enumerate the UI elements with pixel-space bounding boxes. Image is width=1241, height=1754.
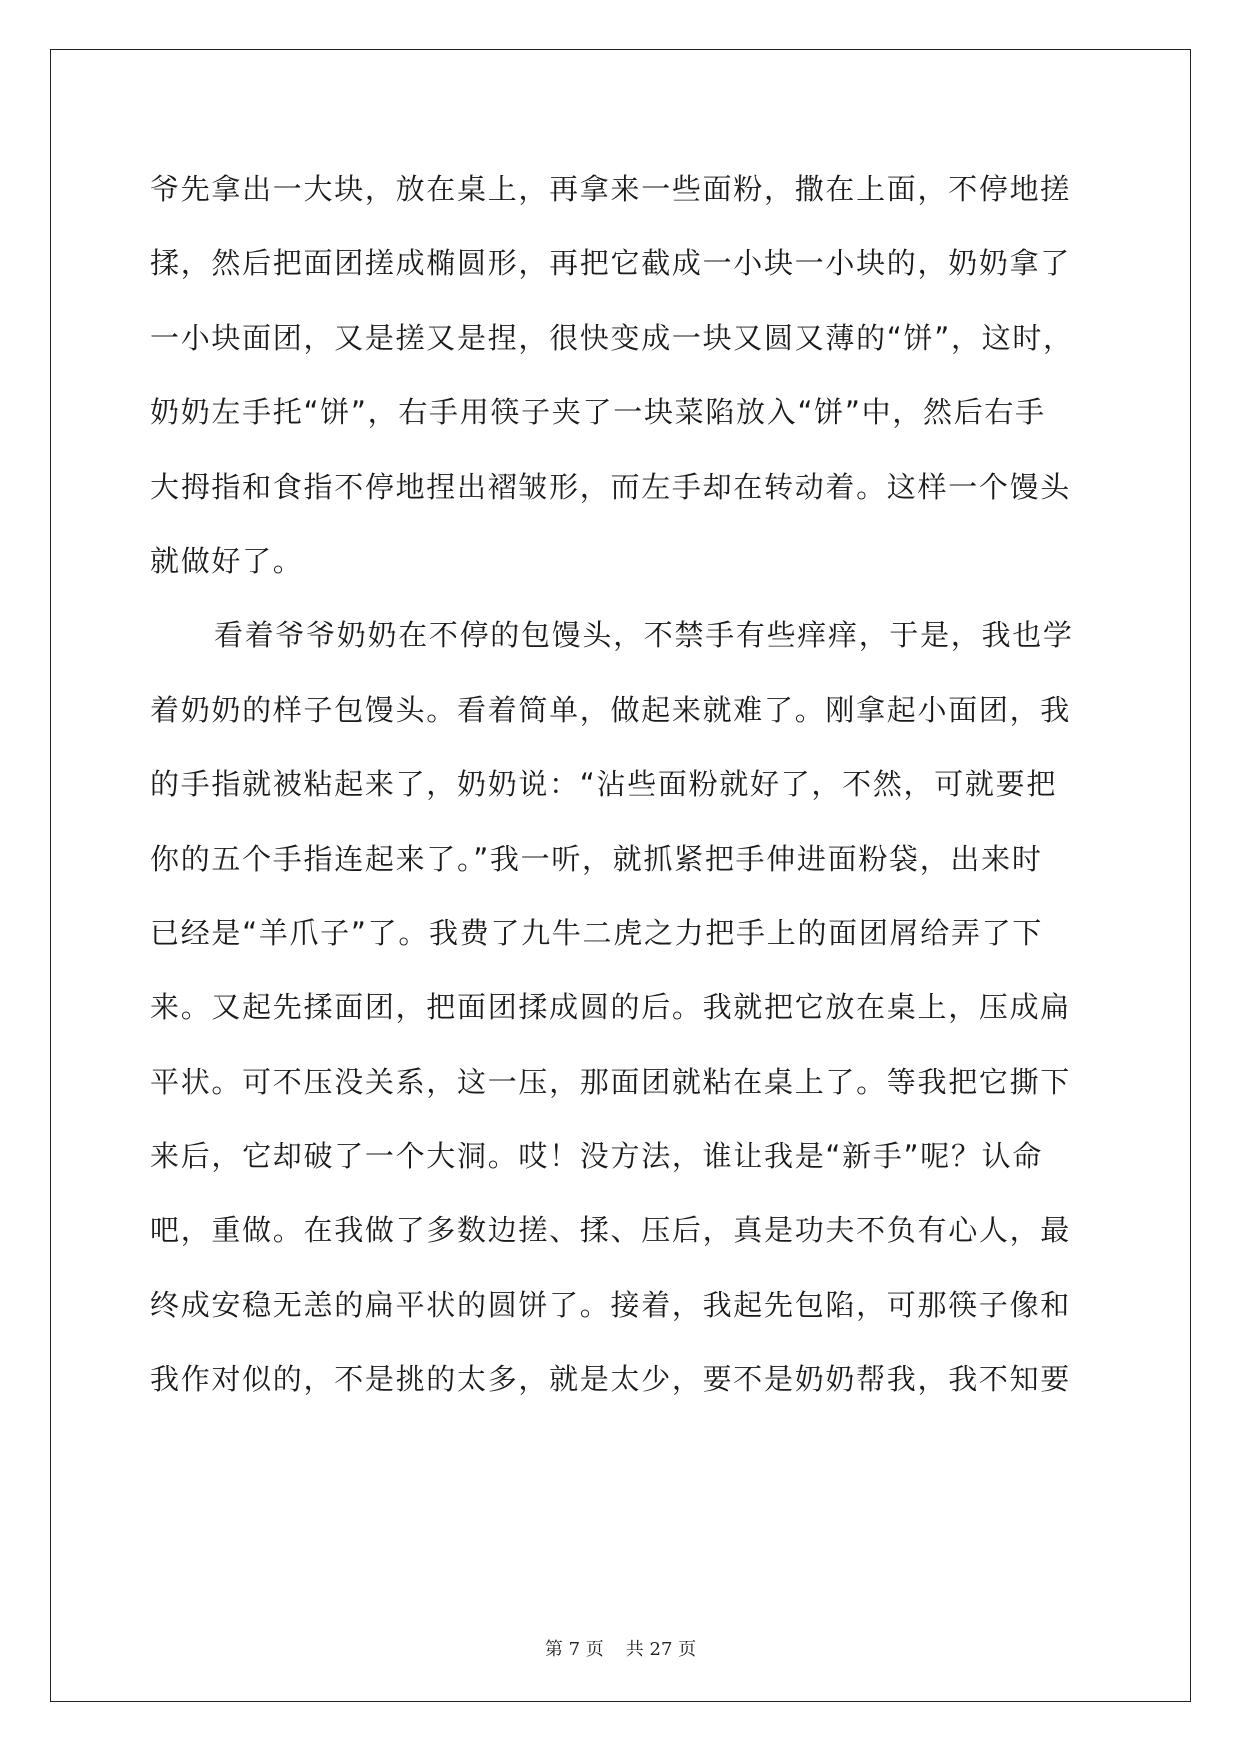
text-line: 就做好了。: [150, 543, 304, 578]
text-line: 已经是“羊爪子”了。我费了九牛二虎之力把手上的面团屑给弄了下: [150, 915, 1044, 950]
text-line: 爷先拿出一大块，放在桌上，再拿来一些面粉，撒在上面，不停地搓: [150, 172, 1072, 206]
text-line: 的手指就被粘起来了，奶奶说：“沾些面粉就好了，不然，可就要把: [150, 767, 1058, 802]
text-line: 奶奶左手托“饼”，右手用筷子夹了一块菜陷放入“饼”中，然后右手: [150, 395, 1046, 430]
text-line: 一小块面团，又是搓又是捏，很快变成一块又圆又薄的“饼”，这时，: [150, 320, 1074, 355]
text-line: 我作对似的，不是挑的太多，就是太少，要不是奶奶帮我，我不知要: [150, 1362, 1072, 1397]
text-line: 大拇指和食指不停地捏出褶皱形，而左手却在转动着。这样一个馒头: [150, 469, 1072, 504]
text-line: 来后，它却破了一个大洞。哎！没方法，谁让我是“新手”呢？认命: [150, 1139, 1044, 1174]
text-line: 着奶奶的样子包馒头。看着简单，做起来就难了。刚拿起小面团，我: [150, 692, 1072, 727]
text-line: 平状。可不压没关系，这一压，那面团就粘在桌上了。等我把它撕下: [150, 1064, 1072, 1099]
page-footer: [0, 1635, 1241, 1661]
paragraph-first-line: 看着爷爷奶奶在不停的包馒头，不禁手有些痒痒，于是，我也学: [214, 618, 1074, 653]
text-line: 终成安稳无恙的扁平状的圆饼了。接着，我起先包陷，可那筷子像和: [150, 1287, 1072, 1322]
text-line: 来。又起先揉面团，把面团揉成圆的后。我就把它放在桌上，压成扁: [150, 990, 1072, 1025]
page-total: 共 27 页: [625, 1639, 697, 1660]
text-line: 吧，重做。在我做了多数边搓、揉、压后，真是功夫不负有心人，最: [150, 1213, 1072, 1248]
text-line: 揉，然后把面团搓成椭圆形，再把它截成一小块一小块的，奶奶拿了: [150, 246, 1072, 281]
document-body: [150, 152, 1095, 1417]
text-line: 你的五个手指连起来了。”我一听，就抓紧把手伸进面粉袋，出来时: [150, 841, 1043, 876]
page-number: 第 7 页: [544, 1639, 604, 1660]
